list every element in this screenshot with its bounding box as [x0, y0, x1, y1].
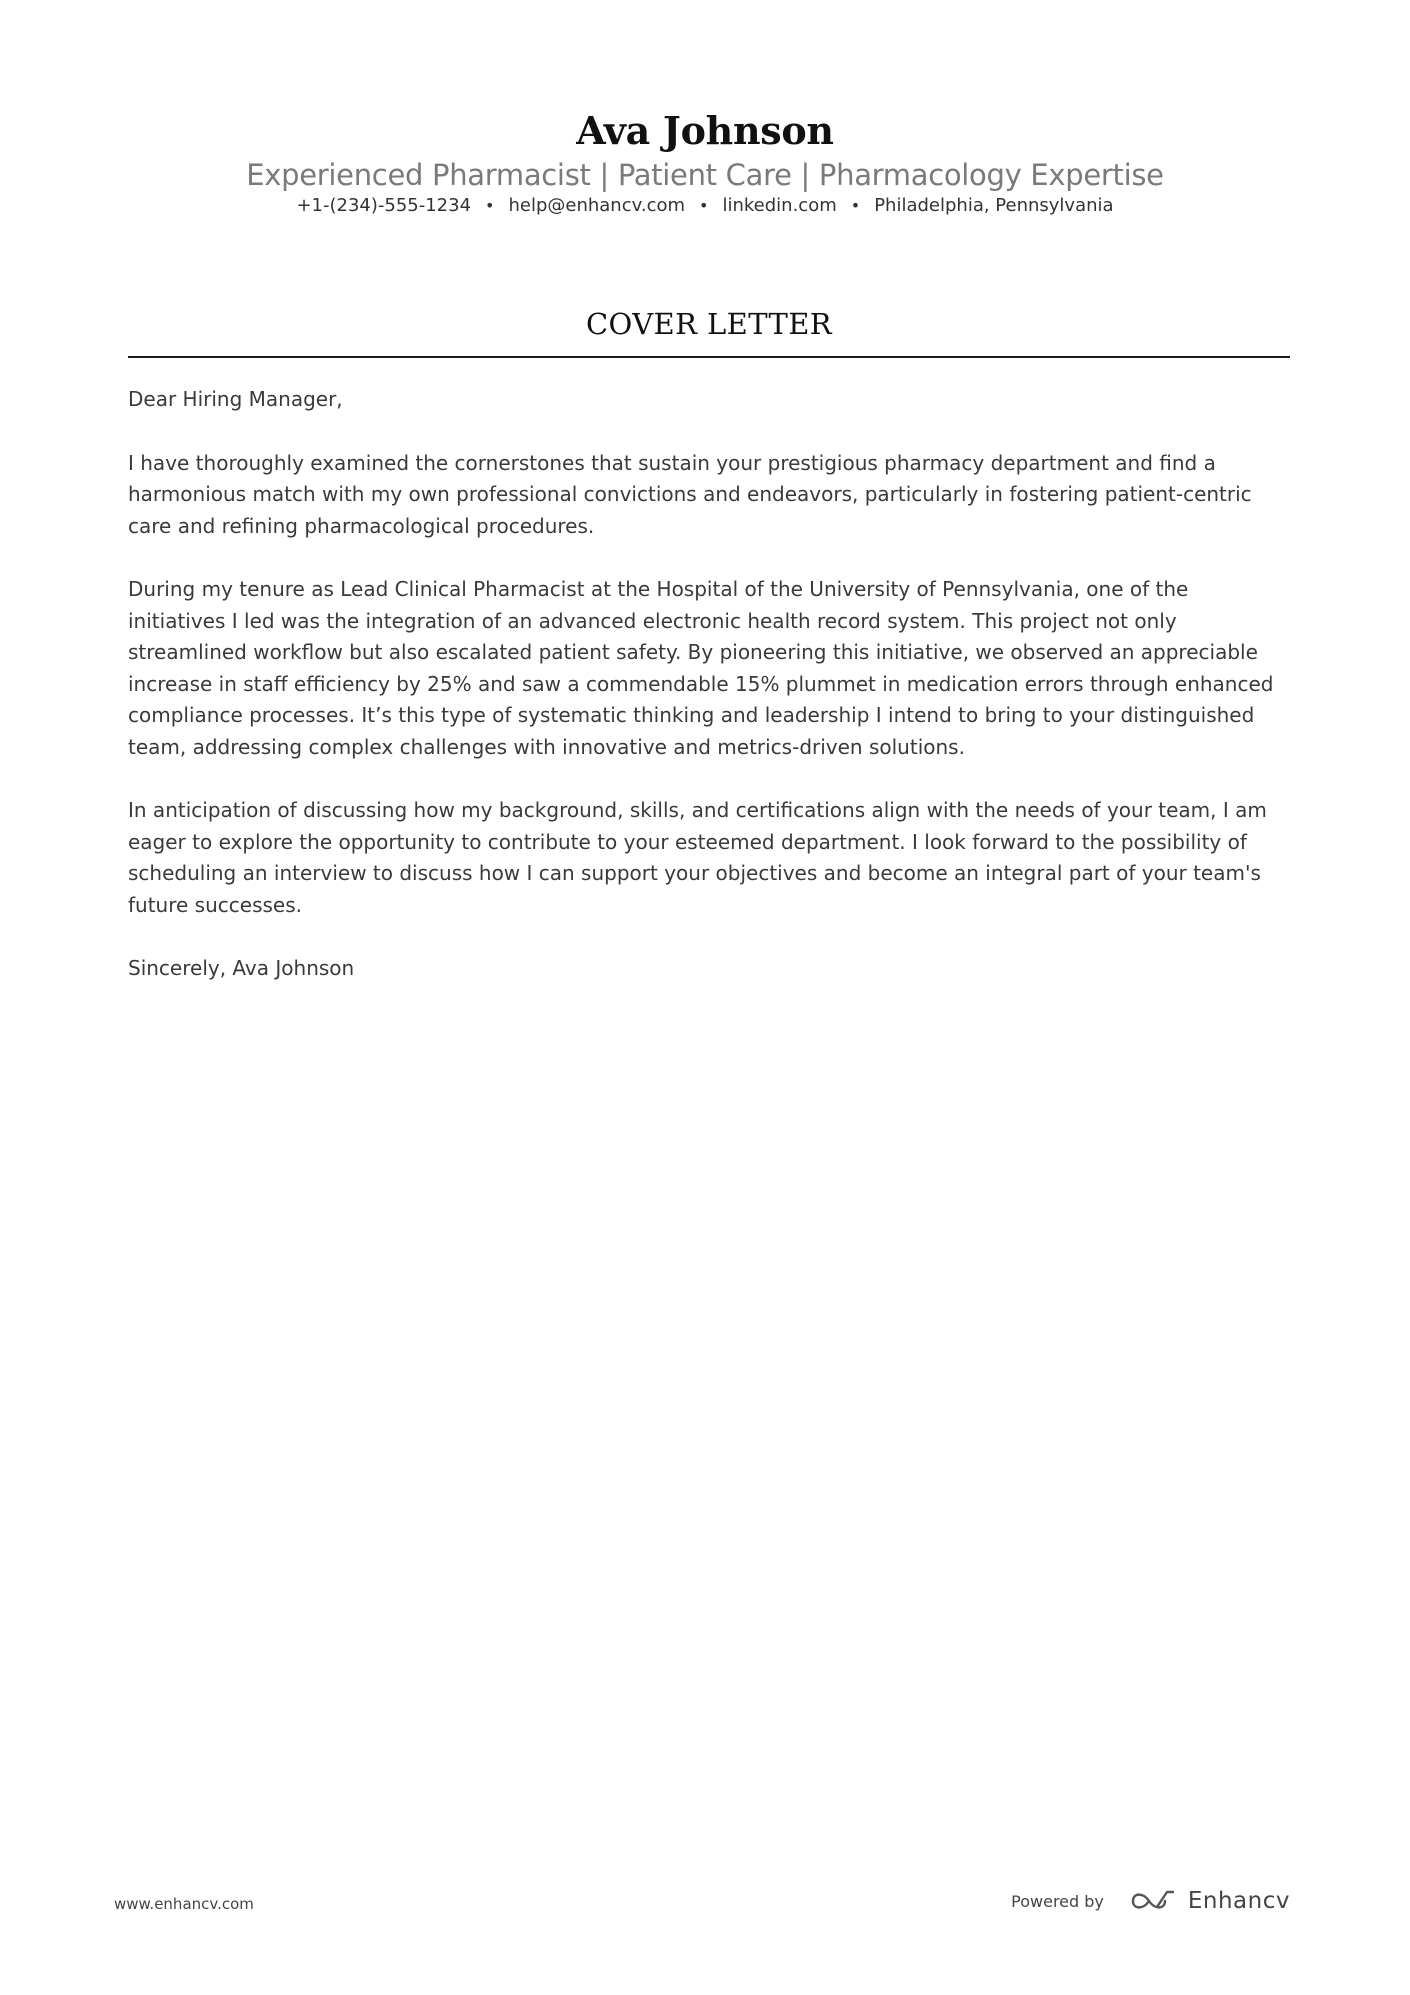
- separator-dot: •: [699, 195, 709, 215]
- resume-header: [0, 108, 1410, 218]
- section-title: COVER LETTER: [585, 307, 833, 341]
- separator-dot: •: [850, 195, 861, 215]
- footer-website[interactable]: www.enhancv.com: [114, 1895, 254, 1913]
- letter-body: [128, 384, 1290, 1017]
- powered-by-label: Powered by: [1011, 1891, 1104, 1911]
- candidate-name: Ava Johnson: [576, 108, 834, 153]
- contact-line: [0, 194, 1410, 217]
- letter-greeting: Dear Hiring Manager,: [128, 387, 343, 411]
- footer-branding: [1011, 1888, 1290, 1914]
- contact-location: Philadelphia, Pennsylvania: [874, 195, 1114, 217]
- contact-phone: +1-(234)-555-1234: [296, 195, 472, 217]
- section-divider: [128, 356, 1290, 358]
- letter-paragraph-3: In anticipation of discussing how my background, skills, and certifications align with the needs of your team, I am eager to explore the opportunity to contribute to your esteemed department. I look forward to the possibility of scheduling an interview to discuss how I can support your objectives and become an integral part of your team's future successes.: [128, 798, 1267, 917]
- enhancv-logo-icon: [1130, 1888, 1176, 1914]
- contact-linkedin[interactable]: linkedin.com: [722, 195, 837, 217]
- cover-letter-section: [128, 306, 1290, 358]
- letter-closing: Sincerely, Ava Johnson: [128, 956, 355, 980]
- letter-paragraph-1: I have thoroughly examined the cornerstones that sustain your prestigious pharmacy department and find a harmonious match with my own professional convictions and endeavors, particularly in fostering patient-centric care and refining pharmacological procedures.: [128, 450, 1252, 538]
- contact-email[interactable]: help@enhancv.com: [508, 195, 686, 217]
- separator-dot: •: [485, 195, 495, 215]
- letter-paragraph-2: During my tenure as Lead Clinical Pharmacist at the Hospital of the University of Pennsylvania, one of the initiatives I led was the integration of an advanced electronic health record system. This project not only streamlined workflow but also escalated patient safety. By pioneering this initiative, we observed an appreciable increase in staff efficiency by 25% and saw a commendable 15% plummet in medication errors through enhanced compliance processes. It’s this type of systematic thinking and leadership I intend to bring to your distinguished team, addressing complex challenges with innovative and metrics-driven solutions.: [128, 577, 1274, 759]
- candidate-headline: Experienced Pharmacist | Patient Care | Pharmacology Expertise: [246, 157, 1164, 192]
- brand-name: Enhancv: [1187, 1888, 1290, 1914]
